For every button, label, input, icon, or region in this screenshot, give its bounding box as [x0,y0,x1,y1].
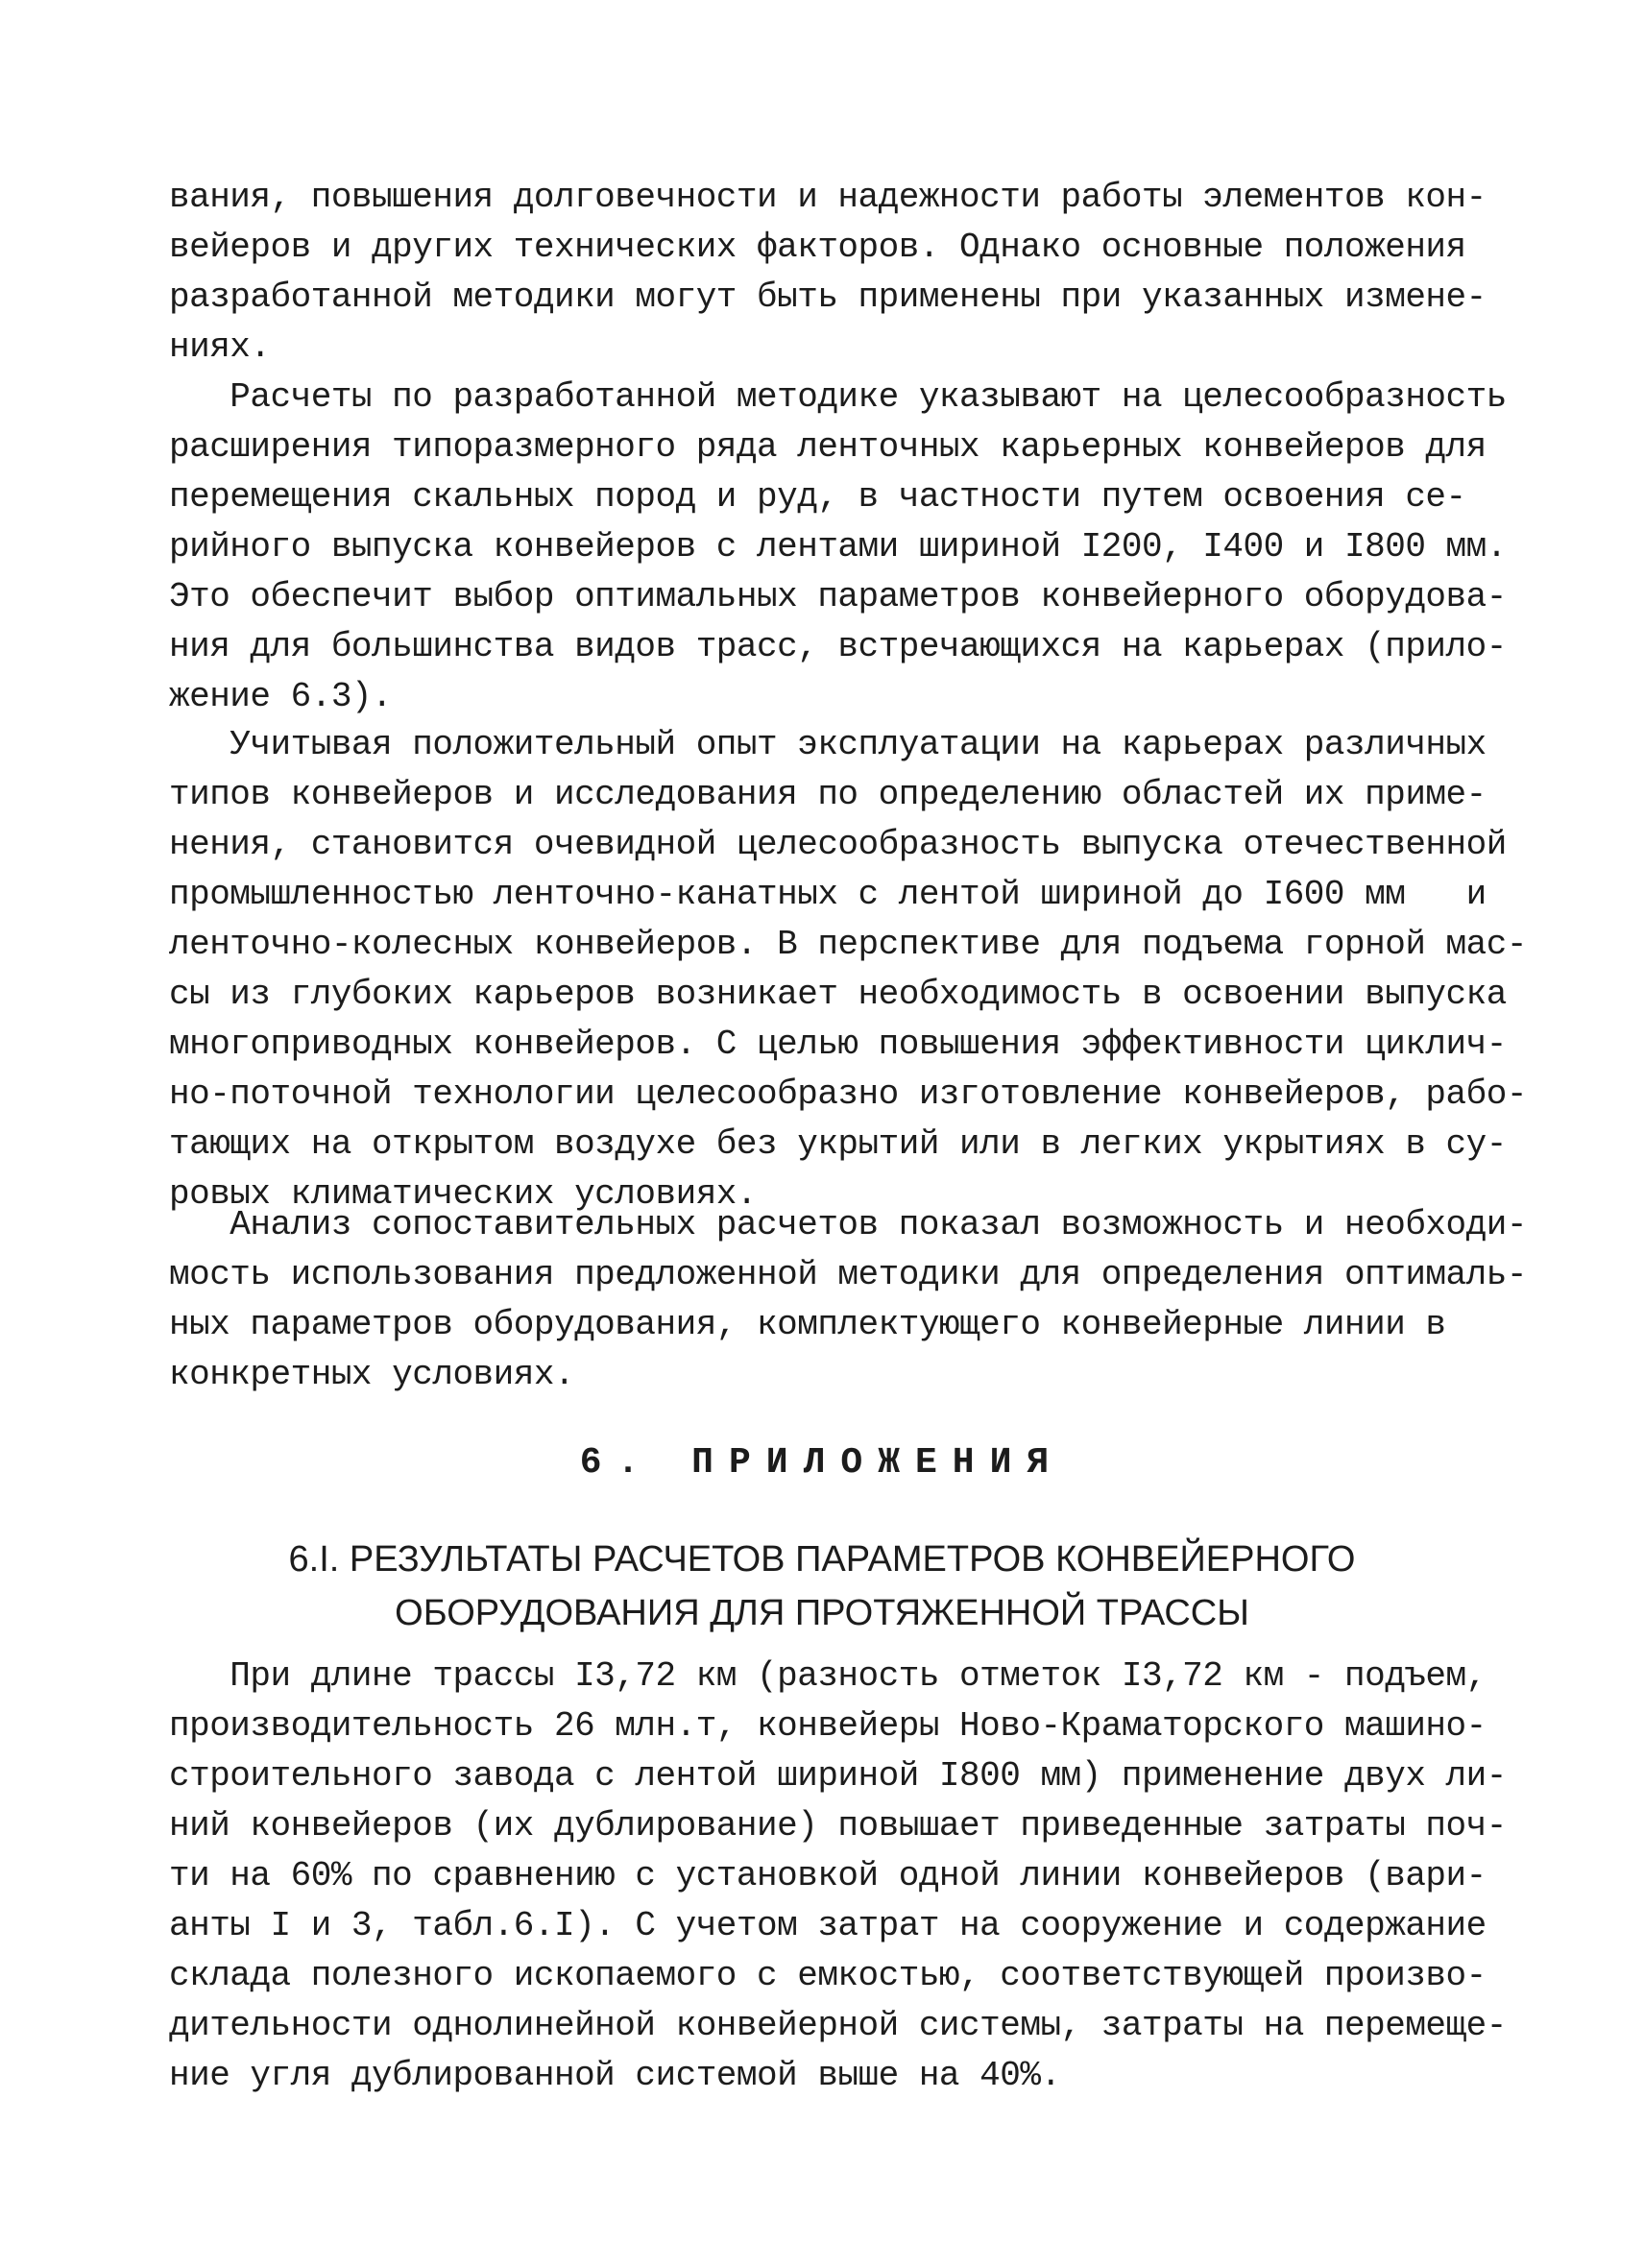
text-line: но-поточной технологии целесообразно изготовление конвейеров, рабо- [169,1074,1527,1114]
text-line: расширения типоразмерного ряда ленточных карьерных конвейеров для [169,427,1487,467]
text-line: конкретных условиях. [169,1355,575,1394]
text-line: разработанной методики могут быть применены при указанных измене- [169,277,1487,317]
text-line: ти на 60% по сравнению с установкой одной линии конвейеров (вари- [169,1856,1487,1895]
paragraph-4 [169,1200,1527,1400]
text-line: Это обеспечит выбор оптимальных параметров конвейерного оборудова- [169,577,1507,616]
text-line: Расчеты по разработанной методике указывают на целесообразность [169,377,1507,417]
text-line: ний конвейеров (их дублирование) повышает приведенные затраты поч- [169,1806,1507,1846]
text-line: дительности однолинейной конвейерной системы, затраты на перемеще- [169,2006,1507,2045]
text-line: нения, становится очевидной целесообразность выпуска отечественной [169,825,1507,864]
text-line: промышленностью ленточно-канатных с лентой шириной до I600 мм и [169,875,1487,914]
text-line: анты I и 3, табл.6.I). С учетом затрат на сооружение и содержание [169,1906,1487,1945]
text-line: рийного выпуска конвейеров с лентами шириной I200, I400 и I800 мм. [169,527,1507,567]
text-line: вания, повышения долговечности и надежности работы элементов кон- [169,178,1487,217]
paragraph-1 [169,173,1494,373]
text-line: Учитывая положительный опыт эксплуатации на карьерах различных [169,725,1487,764]
text-line: многоприводных конвейеров. С целью повышения эффективности циклич- [169,1025,1507,1064]
text-line: склада полезного ископаемого с емкостью, соответствующей произво- [169,1956,1487,1995]
text-line: Анализ сопоставительных расчетов показал возможность и необходи- [169,1205,1527,1244]
paragraph-3 [169,720,1527,1219]
text-line: перемещения скальных пород и руд, в частности путем освоения се- [169,477,1466,517]
text-line: производительность 26 млн.т, конвейеры Ново-Краматорского машино- [169,1706,1487,1746]
paragraph-5 [169,1652,1507,2101]
text-line: ниях. [169,327,271,367]
heading-line: 6.I. РЕЗУЛЬТАТЫ РАСЧЕТОВ ПАРАМЕТРОВ КОНВЕЙЕРНОГО [288,1539,1356,1580]
text-line: мость использования предложенной методики для определения оптималь- [169,1255,1527,1294]
paragraph-2 [169,373,1507,722]
heading-line: ОБОРУДОВАНИЯ ДЛЯ ПРОТЯЖЕННОЙ ТРАССЫ [395,1593,1249,1633]
subsection-heading [0,1532,1644,1640]
text-line: ровых климатических условиях. [169,1174,758,1214]
text-line: При длине трассы I3,72 км (разность отметок I3,72 км - подъем, [169,1656,1487,1696]
text-line: жение 6.3). [169,677,393,716]
text-line: тающих на открытом воздухе без укрытий или в легких укрытиях в су- [169,1124,1507,1164]
text-line: ние угля дублированной системой выше на 40%. [169,2056,1061,2095]
text-line: ленточно-колесных конвейеров. В перспективе для подъема горной мас- [169,925,1527,964]
text-line: строительного завода с лентой шириной I800 мм) применение двух ли- [169,1756,1507,1796]
section-heading: 6. ПРИЛОЖЕНИЯ [579,1442,1065,1484]
text-line: ных параметров оборудования, комплектующего конвейерные линии в [169,1305,1446,1344]
text-line: типов конвейеров и исследования по определению областей их приме- [169,775,1487,814]
text-line: ния для большинства видов трасс, встречающихся на карьерах (прило- [169,627,1507,666]
text-line: сы из глубоких карьеров возникает необходимость в освоении выпуска [169,975,1507,1014]
text-line: вейеров и других технических факторов. Однако основные положения [169,228,1466,267]
